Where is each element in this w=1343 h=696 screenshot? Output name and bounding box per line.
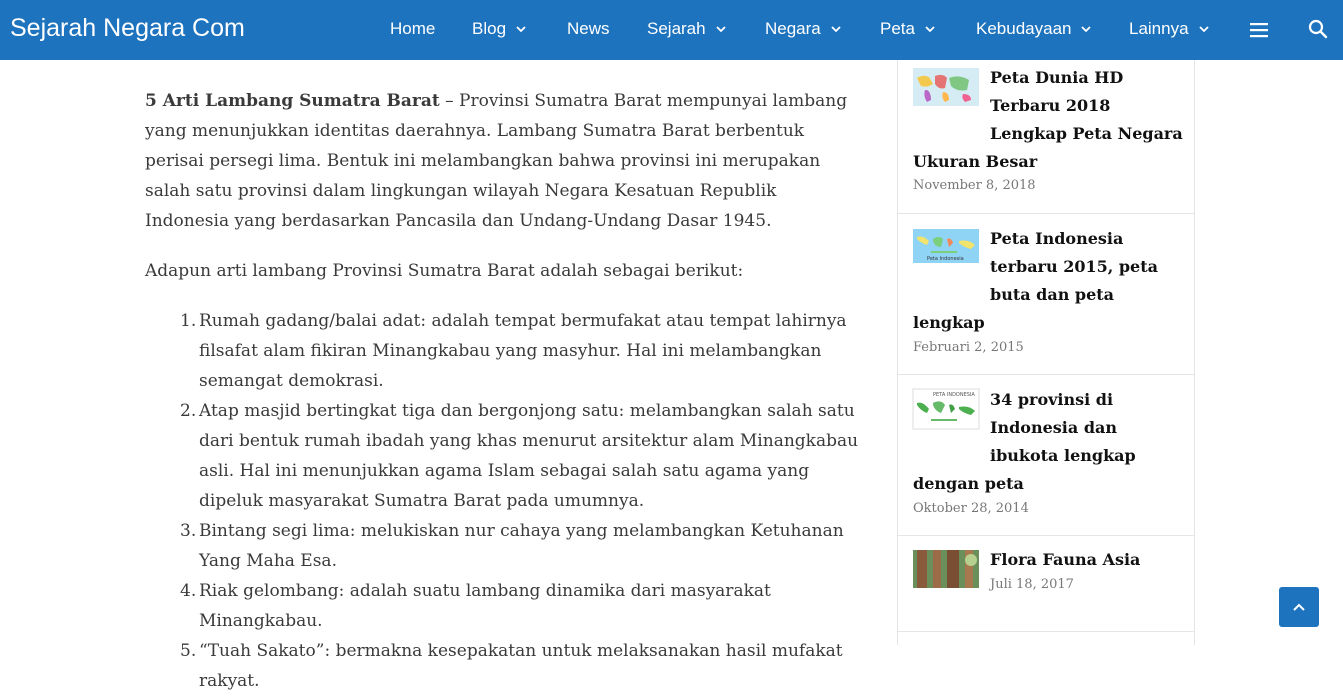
meaning-list bbox=[180, 306, 865, 696]
nav-lainnya[interactable] bbox=[1129, 19, 1210, 39]
chevron-down-icon bbox=[1198, 23, 1210, 35]
nav-kebudayaan-label: Kebudayaan bbox=[976, 19, 1072, 38]
list-text: Bintang segi lima: melukiskan nur cahaya yang melambangkan Ketuhanan Yang Maha Esa. bbox=[199, 521, 844, 571]
list-number: 5. bbox=[180, 641, 197, 661]
chevron-down-icon bbox=[515, 23, 527, 35]
post-title-link[interactable]: Flora Fauna Asia bbox=[990, 550, 1141, 569]
list-text: Rumah gadang/balai adat: adalah tempat bermufakat atau tempat lahirnya filsafat alam fikiran Minangkabau yang masyhur. Hal ini melambangkan semangat demokrasi. bbox=[199, 311, 847, 391]
list-text: Riak gelombang: adalah suatu lambang dinamika dari masyarakat Minangkabau. bbox=[199, 581, 771, 631]
nav-peta-label: Peta bbox=[880, 19, 915, 38]
thumbnail-caption: Peta Indonesia bbox=[927, 256, 964, 262]
nav-home-label: Home bbox=[390, 19, 436, 38]
nav-sejarah[interactable] bbox=[647, 19, 727, 39]
nav-news-label: News bbox=[567, 19, 610, 38]
list-item bbox=[180, 576, 865, 636]
chevron-down-icon bbox=[924, 23, 936, 35]
post-title-link[interactable]: 34 provinsi di Indonesia dan ibukota lengkap dengan peta bbox=[913, 390, 1136, 493]
nav-lainnya-label: Lainnya bbox=[1129, 19, 1189, 38]
list-number: 2. bbox=[180, 401, 197, 421]
nav-blog[interactable] bbox=[472, 19, 527, 39]
article-intro bbox=[145, 86, 865, 236]
chevron-up-icon bbox=[1291, 599, 1307, 615]
article-intro-text: – Provinsi Sumatra Barat mempunyai lambang yang menunjukkan identitas daerahnya. Lambang Sumatra Barat berbentuk perisai persegi lima. Bentuk ini melambangkan bahwa provinsi ini merupakan salah satu provinsi dalam lingkungan wilayah Negara Kesatuan Republik Indonesia yang berdasarkan Pancasila dan Undang-Undang Dasar 1945. bbox=[145, 91, 848, 231]
nav-negara[interactable] bbox=[765, 19, 842, 39]
post-title-link[interactable]: Peta Indonesia terbaru 2015, peta buta dan peta lengkap bbox=[913, 229, 1158, 332]
chevron-down-icon bbox=[830, 23, 842, 35]
list-number: 4. bbox=[180, 581, 197, 601]
sidebar-post bbox=[898, 214, 1194, 375]
article-body bbox=[145, 86, 865, 696]
article-intro-bold: 5 Arti Lambang Sumatra Barat bbox=[145, 91, 440, 111]
list-number: 1. bbox=[180, 311, 197, 331]
post-title-link[interactable]: Peta Dunia HD Terbaru 2018 Lengkap Peta Negara Ukuran Besar bbox=[913, 68, 1183, 171]
nav-kebudayaan[interactable] bbox=[976, 19, 1092, 39]
sidebar-post bbox=[898, 536, 1194, 632]
post-date: Juli 18, 2017 bbox=[990, 577, 1074, 592]
list-text: “Tuah Sakato”: bermakna kesepakatan untuk melaksanakan hasil mufakat rakyat. bbox=[199, 641, 843, 691]
list-text: Atap masjid bertingkat tiga dan bergonjong satu: melambangkan salah satu dari bentuk rumah ibadah yang khas menurut arsitektur alam Minangkabau asli. Hal ini menunjukkan agama Islam sebagai salah satu agama yang dipeluk masyarakat Sumatra Barat pada umumnya. bbox=[199, 401, 859, 511]
site-title[interactable]: Sejarah Negara Com bbox=[10, 14, 245, 42]
nav-news[interactable] bbox=[567, 19, 610, 39]
list-item bbox=[180, 396, 865, 516]
post-date: Februari 2, 2015 bbox=[913, 340, 1024, 355]
list-number: 3. bbox=[180, 521, 197, 541]
nav-negara-label: Negara bbox=[765, 19, 821, 38]
list-item bbox=[180, 636, 865, 696]
chevron-down-icon bbox=[1080, 23, 1092, 35]
nav-home[interactable] bbox=[390, 19, 435, 39]
back-to-top-button[interactable] bbox=[1279, 587, 1319, 627]
nav-blog-label: Blog bbox=[472, 19, 507, 38]
search-icon[interactable] bbox=[1308, 19, 1328, 39]
top-navigation-bar bbox=[0, 0, 1343, 60]
menu-icon[interactable] bbox=[1250, 22, 1268, 38]
nav-peta[interactable] bbox=[880, 19, 936, 39]
post-date: Oktober 28, 2014 bbox=[913, 501, 1029, 516]
chevron-down-icon bbox=[715, 23, 727, 35]
sidebar-post bbox=[898, 60, 1194, 214]
post-date: November 8, 2018 bbox=[913, 178, 1036, 193]
list-item bbox=[180, 516, 865, 576]
sidebar-recent-posts bbox=[897, 60, 1195, 645]
article-lead: Adapun arti lambang Provinsi Sumatra Barat adalah sebagai berikut: bbox=[145, 261, 744, 281]
sidebar-post bbox=[898, 375, 1194, 536]
nav-sejarah-label: Sejarah bbox=[647, 19, 706, 38]
list-item bbox=[180, 306, 865, 396]
thumbnail-caption: PETA INDONESIA bbox=[933, 392, 975, 398]
